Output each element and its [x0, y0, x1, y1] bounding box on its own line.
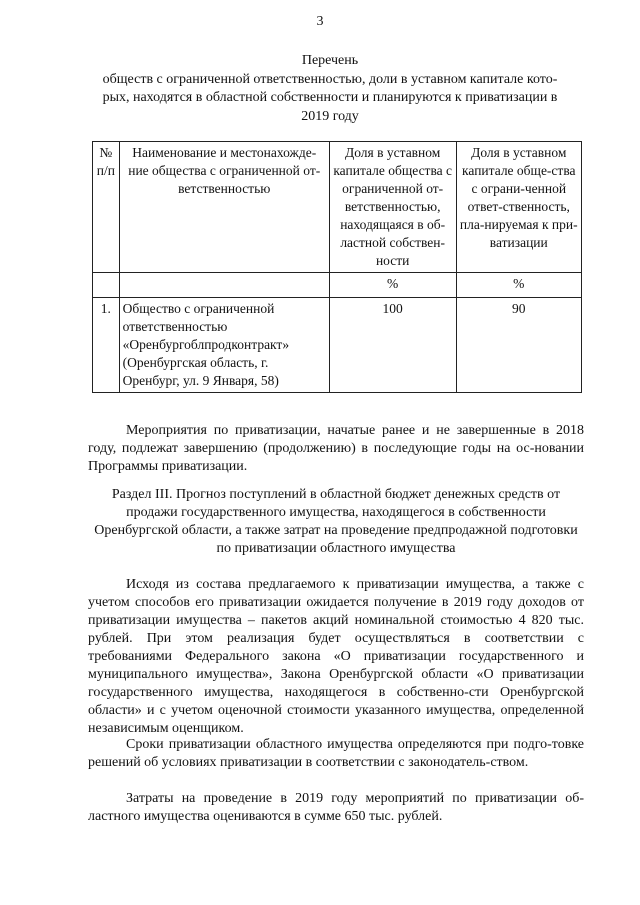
table-row	[93, 298, 582, 393]
column-header-regional-share: Доля в уставном капитале общества с ограниченной от-ветственностью, находящаяся в об-ластной собствен-ности	[329, 142, 456, 273]
list-title	[80, 52, 580, 126]
row-number: 1.	[93, 298, 120, 393]
list-title-heading: Перечень	[301, 53, 359, 68]
column-header-number: № п/п	[93, 142, 120, 273]
privatization-table	[92, 141, 582, 393]
row-planned-share: 90	[456, 298, 581, 393]
list-title-line: обществ с ограниченной ответственностью, доли в уставном капитале кото-	[102, 71, 558, 87]
table-header-row	[93, 142, 582, 273]
costs-paragraph: Затраты на проведение в 2019 году мероприятий по приватизации об-ластного имущества оцениваются в сумме 650 тыс. рублей.	[88, 791, 584, 824]
terms-paragraph: Сроки приватизации областного имущества определяются при подго-товке решений об условиях приватизации в соответствии с законодатель-ством.	[88, 737, 584, 770]
measures-paragraph: Мероприятия по приватизации, начатые ранее и не завершенные в 2018 году, подлежат завершению (продолжению) в последующие годы на ос-новании Программы приватизации.	[88, 423, 584, 474]
units-planned-share: %	[456, 273, 581, 298]
row-regional-share: 100	[329, 298, 456, 393]
column-header-name: Наименование и местонахожде-ние общества с ограниченной от-ветственностью	[119, 142, 329, 273]
forecast-paragraph: Исходя из состава предлагаемого к приватизации имущества, а также с учетом способов его приватизации ожидается получение в 2019 году доходов от приватизации имущества – пакетов акций номинальной стоимостью 4 820 тыс. рублей. При этом реализация будет осуществляться в соответствии с требованиями Федерального закона «О приватизации государственного и муниципального имущества», Закона Оренбургской области «О приватизации государственного имущества, находящегося в собственно-сти Оренбургской области» и с учетом оценочной стоимости указанного имущества, определенной независимым оценщиком.	[88, 577, 584, 736]
units-regional-share: %	[329, 273, 456, 298]
column-header-planned-share: Доля в уставном капитале обще-ства с ограни-ченной ответ-ственность, пла-нируемая к при-ватизации	[456, 142, 581, 273]
list-title-line: 2019 году	[301, 108, 359, 124]
table-units-row	[93, 273, 582, 298]
units-empty-cell	[119, 273, 329, 298]
page-number: 3	[316, 14, 324, 29]
units-empty-cell	[93, 273, 120, 298]
row-company-name: Общество с ограниченной ответственностью «Оренбургоблпродконтракт» (Оренбургская область, г. Оренбург, ул. 9 Января, 58)	[119, 298, 329, 393]
section-title: Раздел III. Прогноз поступлений в областной бюджет денежных средств от продажи государственного имущества, находящегося в собственности Оренбургской области, а также затрат на проведение предпродажной подготовки по приватизации областного имущества	[94, 487, 578, 556]
list-title-line: рых, находятся в областной собственности и планируются к приватизации в	[102, 90, 558, 105]
